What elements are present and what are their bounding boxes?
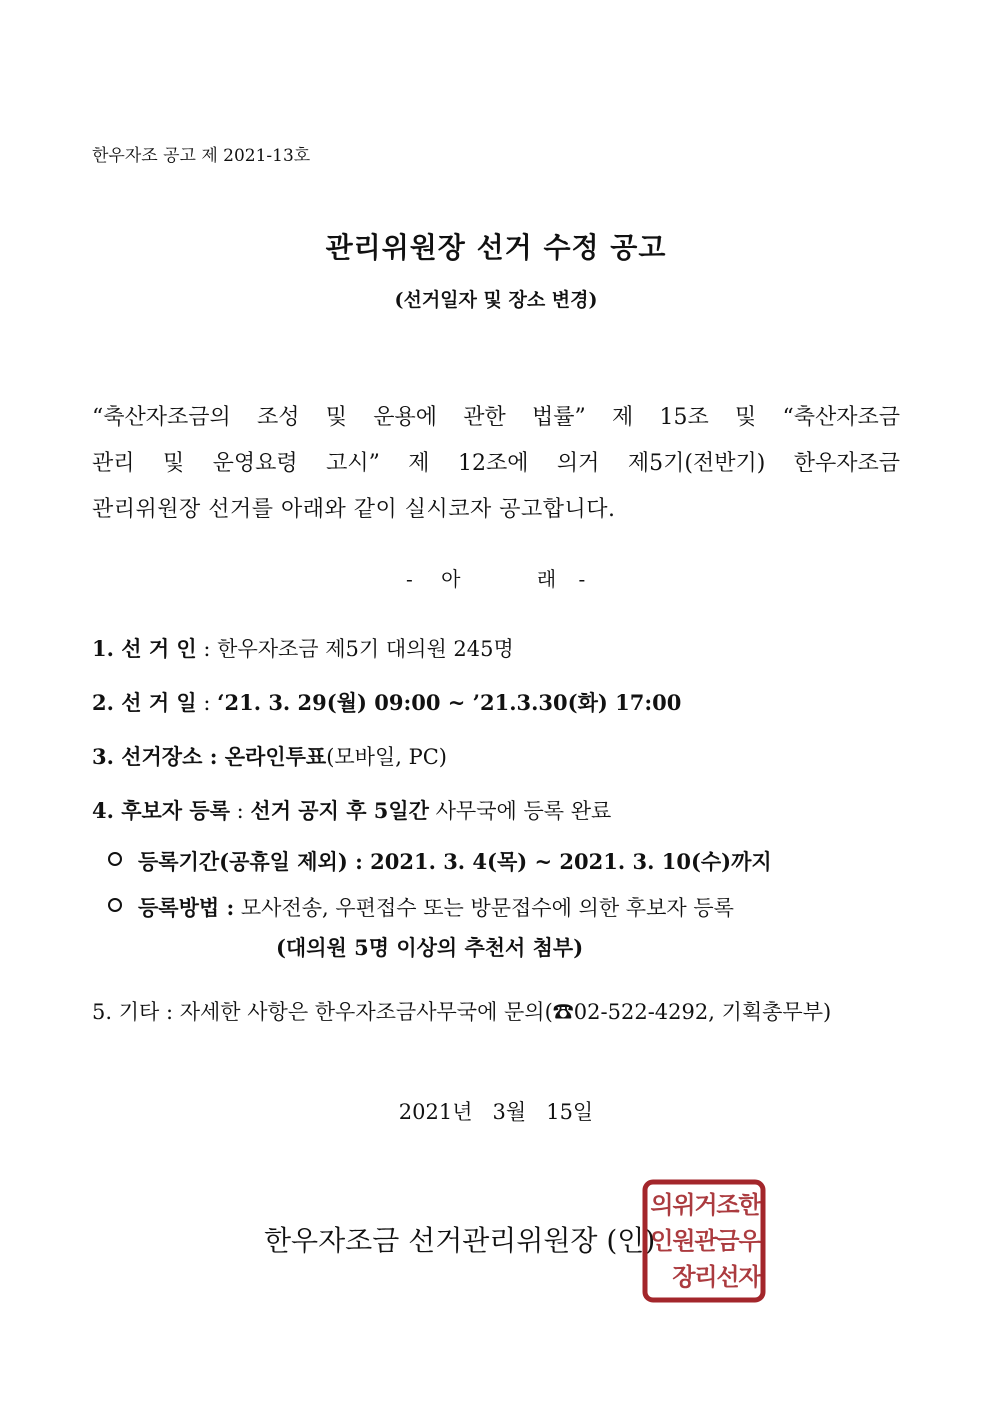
item-election-date-sep: : bbox=[196, 691, 218, 715]
item-candidate-sep: : bbox=[229, 799, 251, 823]
item-candidate-period: 선거 공지 후 5일간 bbox=[250, 798, 429, 823]
item-election-place bbox=[92, 741, 447, 771]
page-subtitle: (선거일자 및 장소 변경) bbox=[394, 289, 598, 311]
item-election-date bbox=[92, 687, 681, 717]
intro-line-3: 관리위원장 선거를 아래와 같이 실시코자 공고합니다. bbox=[92, 497, 616, 522]
seal-char: 장 bbox=[672, 1262, 696, 1291]
item-election-place-label: 3. 선거장소 : 온라인투표 bbox=[92, 744, 327, 769]
page-title: 관리위원장 선거 수정 공고 bbox=[325, 231, 667, 264]
section-heading-char-2: 래 bbox=[536, 567, 557, 591]
item-voters-value: 한우자조금 제5기 대의원 245명 bbox=[217, 637, 514, 661]
seal-char: 선 bbox=[716, 1262, 740, 1291]
item-candidate-label: 4. 후보자 등록 bbox=[92, 798, 230, 823]
seal-characters bbox=[650, 1190, 762, 1291]
notice-date: 2021년 3월 15일 bbox=[398, 1100, 594, 1124]
official-seal-stamp bbox=[642, 1179, 766, 1303]
seal-char: 한 bbox=[738, 1190, 762, 1219]
sub-item-registration-period bbox=[108, 846, 772, 876]
item-voters-label: 1. 선 거 인 bbox=[92, 636, 197, 661]
item-candidate-value: 사무국에 등록 완료 bbox=[428, 799, 612, 823]
signature: 한우자조금 선거관리위원장 (인) bbox=[264, 1224, 656, 1257]
seal-char: 자 bbox=[738, 1262, 762, 1291]
item-election-place-value: (모바일, PC) bbox=[326, 745, 447, 769]
seal-char: 인 bbox=[650, 1226, 674, 1255]
item-etc: 5. 기타 : 자세한 사항은 한우자조금사무국에 문의(☎02-522-4292, 기획총무부) bbox=[92, 1000, 832, 1024]
seal-char: 원 bbox=[672, 1226, 696, 1255]
bullet-circle-icon bbox=[108, 852, 122, 866]
bullet-circle-icon bbox=[108, 898, 122, 912]
registration-method-note: (대의원 5명 이상의 추천서 첨부) bbox=[276, 935, 584, 960]
registration-method-label: 등록방법 : bbox=[138, 895, 235, 920]
section-heading-dash-right: - bbox=[578, 567, 586, 591]
seal-char: 관 bbox=[694, 1226, 718, 1255]
seal-char: 거 bbox=[694, 1190, 718, 1219]
item-candidate-registration bbox=[92, 795, 611, 825]
seal-char: 리 bbox=[694, 1262, 718, 1291]
section-heading bbox=[406, 563, 585, 592]
seal-char: 금 bbox=[716, 1226, 740, 1255]
seal-char: 조 bbox=[716, 1190, 740, 1219]
seal-char: 위 bbox=[672, 1190, 696, 1219]
seal-char: 의 bbox=[650, 1190, 674, 1219]
registration-method-value: 모사전송, 우편접수 또는 방문접수에 의한 후보자 등록 bbox=[234, 896, 734, 920]
sub-item-registration-method bbox=[108, 892, 734, 922]
item-voters-sep: : bbox=[196, 637, 218, 661]
section-heading-char-1: 아 bbox=[441, 567, 461, 591]
item-election-date-value: ‘21. 3. 29(월) 09:00 ~ ’21.3.30(화) 17:00 bbox=[217, 690, 682, 715]
item-voters bbox=[92, 633, 514, 663]
registration-period-text: 등록기간(공휴일 제외) : 2021. 3. 4(목) ~ 2021. 3. 10(수)까지 bbox=[138, 849, 772, 874]
seal-char: 우 bbox=[738, 1226, 762, 1255]
intro-line-1: “축산자조금의 조성 및 운용에 관한 법률” 제 15조 및 “축산자조금 bbox=[92, 405, 900, 430]
notice-number: 한우자조 공고 제 2021-13호 bbox=[92, 146, 311, 166]
item-election-date-label: 2. 선 거 일 bbox=[92, 690, 197, 715]
intro-line-2: 관리 및 운영요령 고시” 제 12조에 의거 제5기(전반기) 한우자조금 bbox=[92, 451, 900, 476]
section-heading-dash-left: - bbox=[406, 567, 413, 591]
